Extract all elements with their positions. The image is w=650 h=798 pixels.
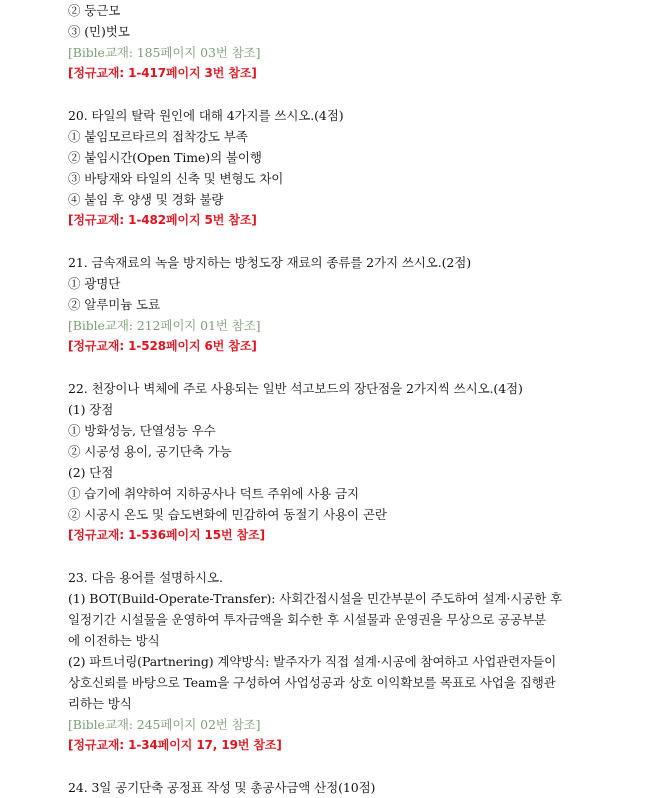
regular-reference: [정규교재: 1-482페이지 5번 참조] xyxy=(68,213,257,227)
question-title: 22. 천장이나 벽체에 주로 사용되는 일반 석고보드의 장단점을 2가지씩 쓰시오.(4점) xyxy=(68,381,523,396)
bible-reference: [Bible교재: 212페이지 01번 참조] xyxy=(68,318,261,333)
bible-reference: [Bible교재: 185페이지 03번 참조] xyxy=(68,45,261,60)
answer-item: ① 방화성능, 단열성능 우수 xyxy=(68,423,216,438)
section-label: (1) 장점 xyxy=(68,402,114,417)
regular-reference: [정규교재: 1-417페이지 3번 참조] xyxy=(68,66,257,80)
answer-item: ① 붙임모르타르의 접착강도 부족 xyxy=(68,129,248,144)
answer-item: ② 둥근모 xyxy=(68,3,121,18)
answer-item: ② 시공시 온도 및 습도변화에 민감하여 동절기 사용이 곤란 xyxy=(68,507,387,522)
question-title: 21. 금속재료의 녹을 방지하는 방청도장 재료의 종류를 2가지 쓰시오.(2점) xyxy=(68,255,472,270)
spacer xyxy=(68,231,650,252)
regular-reference: [정규교재: 1-528페이지 6번 참조] xyxy=(68,339,257,353)
section-label: (2) 단점 xyxy=(68,465,114,480)
answer-item: ② 붙임시간(Open Time)의 불이행 xyxy=(68,150,262,165)
question-title: 23. 다음 용어를 설명하시오. xyxy=(68,570,223,585)
spacer xyxy=(68,546,650,567)
question-title: 20. 타일의 탈락 원인에 대해 4가지를 쓰시오.(4점) xyxy=(68,108,344,123)
answer-item: ④ 붙임 후 양생 및 경화 불량 xyxy=(68,192,224,207)
spacer xyxy=(68,357,650,378)
regular-reference: [정규교재: 1-34페이지 17, 19번 참조] xyxy=(68,738,282,752)
answer-item: ② 알루미늄 도료 xyxy=(68,297,160,312)
answer-item: ① 습기에 취약하여 지하공사나 덕트 주위에 사용 금지 xyxy=(68,486,359,501)
answer-item: ③ 바탕재와 타일의 신축 및 변형도 차이 xyxy=(68,171,284,186)
definition-text: (2) 파트너링(Partnering) 계약방식: 발주자가 직접 설계·시공에 참여하고 사업관련자들이 xyxy=(68,654,557,669)
spacer xyxy=(68,84,650,105)
regular-reference: [정규교재: 1-536페이지 15번 참조] xyxy=(68,528,265,542)
answer-item: ② 시공성 용이, 공기단축 가능 xyxy=(68,444,232,459)
definition-text: 리하는 방식 xyxy=(68,696,132,711)
definition-text: (1) BOT(Build-Operate-Transfer): 사회간접시설을 민간부분이 주도하여 설계·시공한 후 xyxy=(68,591,563,606)
definition-text: 일정기간 시설물을 운영하여 투자금액을 회수한 후 시설물과 운영권을 무상으로 공공부분 xyxy=(68,612,546,627)
bible-reference: [Bible교재: 245페이지 02번 참조] xyxy=(68,717,261,732)
definition-text: 에 이전하는 방식 xyxy=(68,633,160,648)
answer-item: ③ (민)벗모 xyxy=(68,24,130,39)
answer-item: ① 광명단 xyxy=(68,276,121,291)
definition-text: 상호신뢰를 바탕으로 Team을 구성하여 사업성공과 상호 이익확보를 목표로 사업을 집행관 xyxy=(68,675,556,690)
question-title: 24. 3일 공기단축 공정표 작성 및 총공사금액 산정(10점) xyxy=(68,780,376,795)
spacer xyxy=(68,756,650,777)
